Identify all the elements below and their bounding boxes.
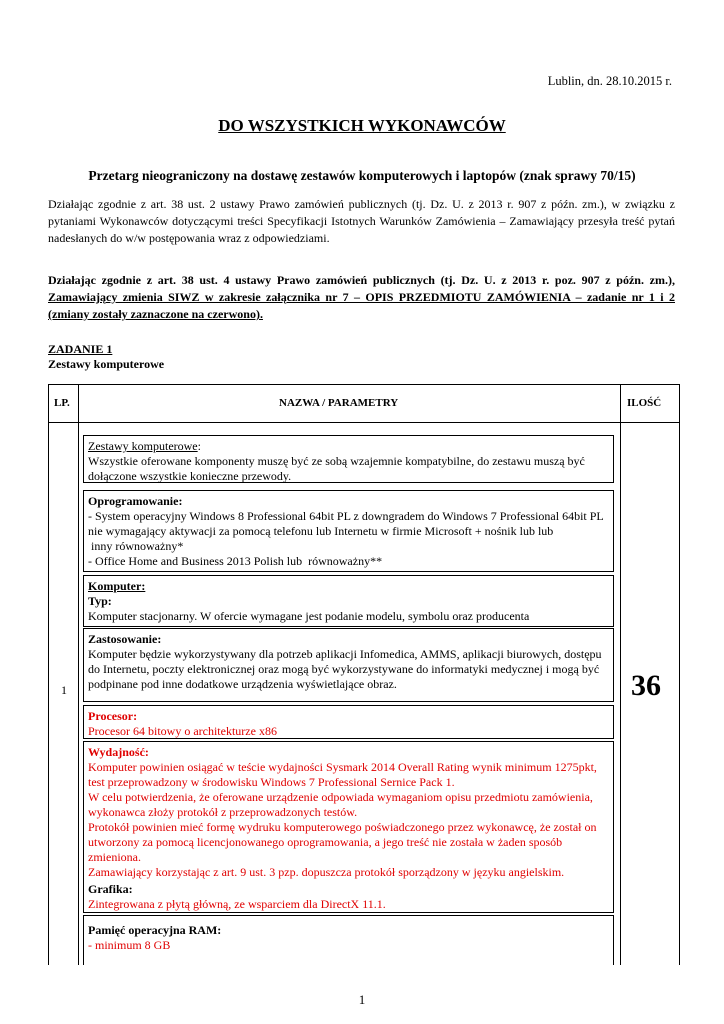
- document-date: Lublin, dn. 28.10.2015 r.: [547, 74, 672, 88]
- lp-value: 1: [61, 683, 67, 697]
- name-column: [79, 385, 620, 965]
- wydajnosc-p4: Zamawiający korzystając z art. 9 ust. 3 pzp. dopuszcza protokół sporządzony w języku angielskim.: [88, 865, 565, 879]
- ram-label: Pamięć operacyjna RAM:: [88, 923, 222, 937]
- wydajnosc-p2: W celu potwierdzenia, że oferowane urządzenie odpowiada wymaganiom opisu przedmiotu zamówienia, wykonawca złoży protokół z przeprowadzonych testów.: [88, 790, 593, 819]
- oprogramowanie-line1: - System operacyjny Windows 8 Professional 64bit PL z downgradem do Windows 7 Professional 64bit PL nie wymagający aktywacji za pomocą telefonu lub Internetu w firmie Microsoft + nośnik lub lub: [88, 509, 604, 538]
- cell-zestawy: [83, 435, 614, 483]
- cell-oprogramowanie: [83, 490, 614, 572]
- intro-paragraph-2-line1: Działając zgodnie z art. 38 ust. 4 ustawy Prawo zamówień publicznych (tj. Dz. U. z 2013 r. poz. 907 z późn. zm.),: [48, 273, 675, 287]
- wydajnosc-label: Wydajność:: [88, 745, 149, 759]
- intro-paragraph-2: [48, 272, 675, 323]
- grafika-text: Zintegrowana z płytą główną, ze wsparciem dla DirectX 11.1.: [88, 897, 386, 911]
- procesor-text: Procesor 64 bitowy o architekturze x86: [88, 724, 277, 738]
- header-name: NAZWA / PARAMETRY: [279, 397, 399, 409]
- zestawy-colon: :: [197, 439, 201, 453]
- oprogramowanie-line2: inny równoważny*: [88, 539, 184, 553]
- komputer-text: Komputer stacjonarny. W ofercie wymagane jest podanie modelu, symbolu oraz producenta: [88, 609, 530, 623]
- section-heading: ZADANIE 1: [48, 342, 113, 356]
- ram-text: - minimum 8 GB: [88, 938, 171, 952]
- qty-column: [620, 385, 679, 965]
- cell-wydajnosc: [83, 741, 614, 913]
- zastosowanie-text: Komputer będzie wykorzystywany dla potrzeb aplikacji Infomedica, AMMS, aplikacji biurowych, dostępu do Internetu, poczty elektronicznej oraz mogą być wykorzystywane do informatyki medycznej i mogą być podpinane pod inne dodatkowe urządzenia wyświetlające obraz.: [88, 647, 602, 691]
- oprogramowanie-line3: - Office Home and Business 2013 Polish lub równoważny**: [88, 554, 383, 568]
- intro-paragraph-1: Działając zgodnie z art. 38 ust. 2 ustawy Prawo zamówień publicznych (tj. Dz. U. z 2013 r. 907 z późn. zm.), w związku z pytaniami Wykonawców dotyczącymi treści Specyfikacji Istotnych Warunków Zamówienia – Zamawiający przesyła treść pytań nadesłanych do w/w postępowania wraz z odpowiedziami.: [48, 197, 675, 245]
- page-number: 1: [358, 992, 366, 1007]
- zestawy-text: Wszystkie oferowane komponenty muszę być ze sobą wzajemnie kompatybilne, do zestawu muszą być dołączone wszystkie konieczne przewody.: [88, 454, 585, 483]
- zestawy-label: Zestawy komputerowe: [88, 439, 198, 453]
- wydajnosc-p3: Protokół powinien mieć formę wydruku komputerowego poświadczonego przez wykonawcę, że został on utworzony za pomocą licencjonowanego oprogramowania, a jego treść nie została w żaden sposób zmieniona.: [88, 820, 597, 864]
- header-lp: LP.: [54, 397, 70, 409]
- oprogramowanie-label: Oprogramowanie:: [88, 494, 183, 508]
- komputer-typ-label: Typ:: [88, 594, 112, 608]
- lp-column: [49, 385, 79, 965]
- zastosowanie-label: Zastosowanie:: [88, 632, 162, 646]
- cell-komputer: [83, 575, 614, 627]
- procesor-label: Procesor:: [88, 709, 138, 723]
- komputer-label: Komputer:: [88, 579, 146, 593]
- wydajnosc-p1: Komputer powinien osiągać w teście wydajności Sysmark 2014 Overall Rating wynik minimum 1275pkt, test przeprowadzony w środowisku Windows 7 Professional Sernice Pack 1.: [88, 760, 597, 789]
- intro-paragraph-2-underlined: Zamawiający zmienia SIWZ w zakresie załącznika nr 7 – OPIS PRZEDMIOTU ZAMÓWIENIA – zadanie nr 1 i 2 (zmiany zostały zaznaczone na czerwono).: [48, 290, 675, 321]
- document-title: DO WSZYSTKICH WYKONAWCÓW: [218, 116, 506, 135]
- header-qty: ILOŚĆ: [627, 397, 662, 409]
- qty-value: 36: [631, 669, 661, 702]
- grafika-label: Grafika:: [88, 882, 133, 896]
- cell-ram: [83, 915, 614, 965]
- cell-procesor: [83, 705, 614, 739]
- section-heading-block: [48, 342, 164, 372]
- section-subheading: Zestawy komputerowe: [48, 357, 165, 371]
- document-subtitle: Przetarg nieograniczony na dostawę zestawów komputerowych i laptopów (znak sprawy 70/15): [88, 168, 636, 183]
- cell-zastosowanie: [83, 628, 614, 702]
- specification-table: [48, 384, 680, 965]
